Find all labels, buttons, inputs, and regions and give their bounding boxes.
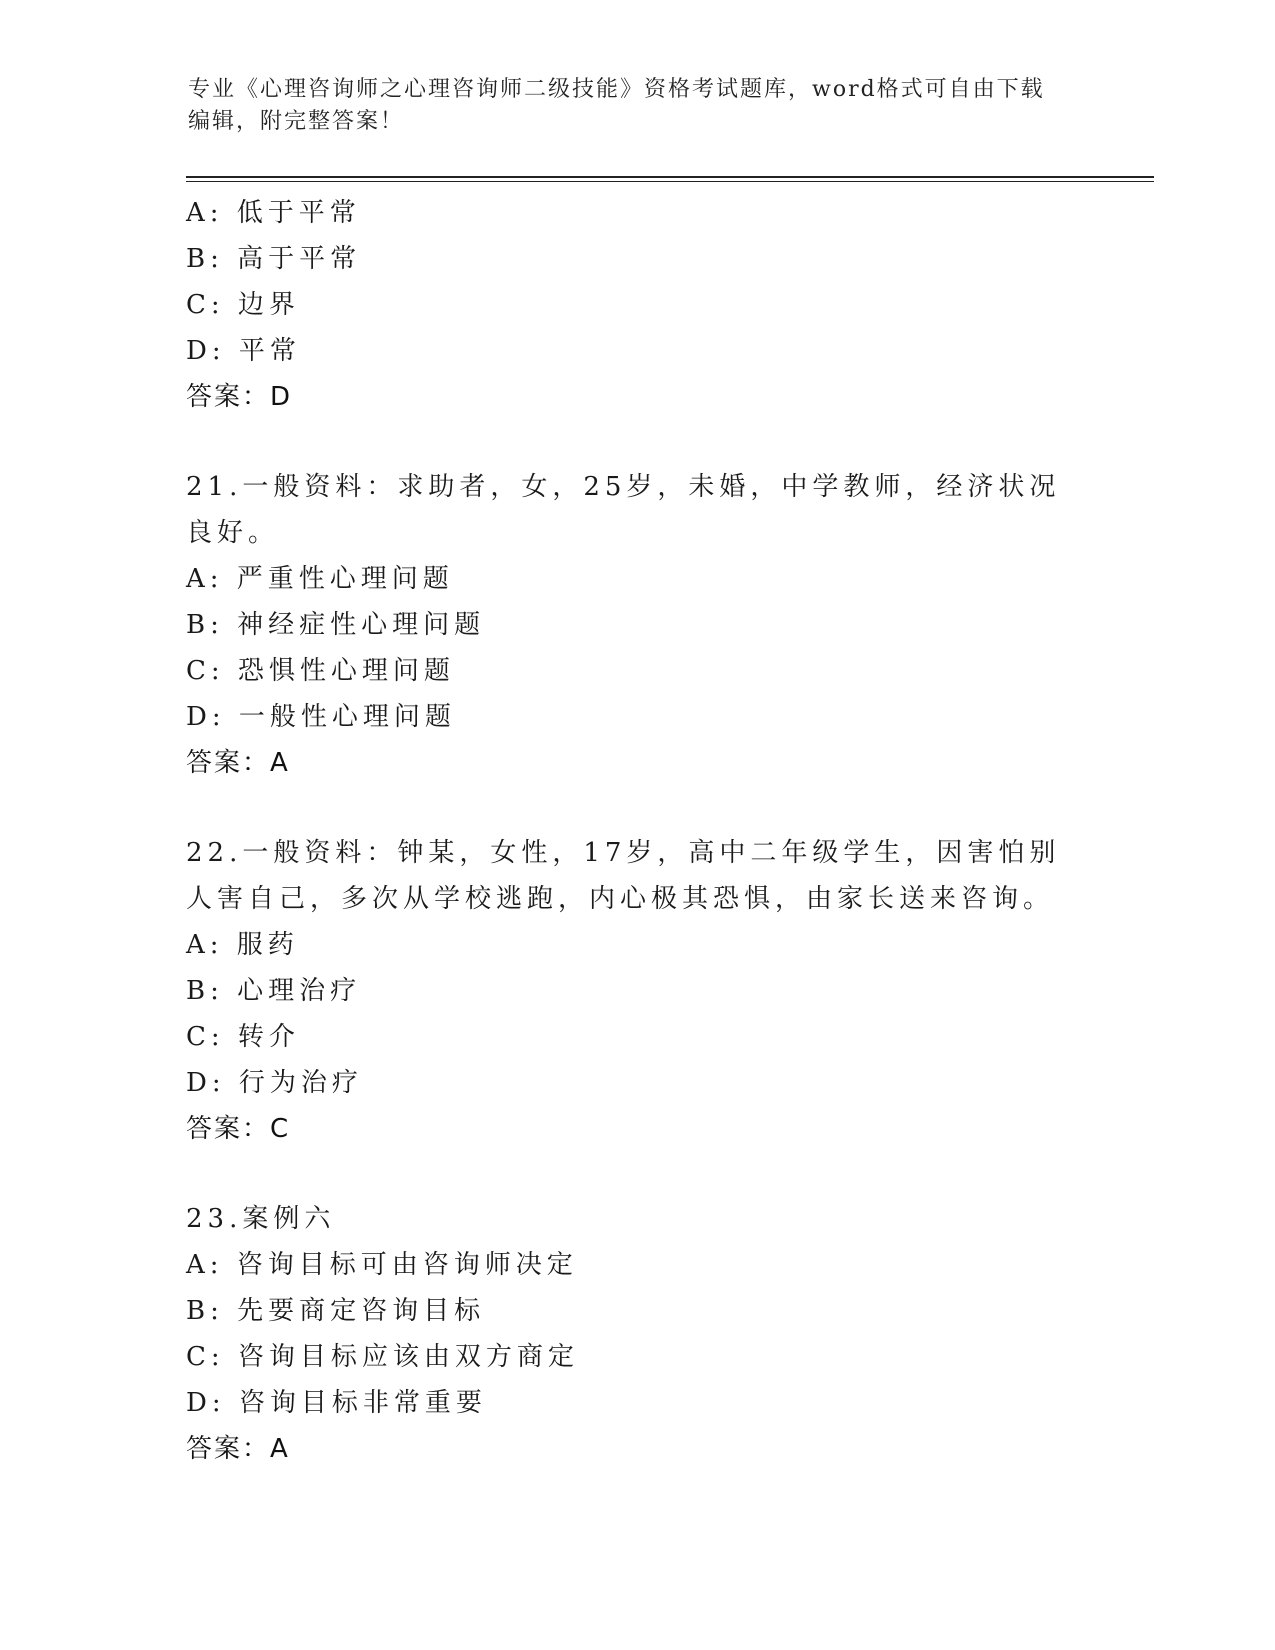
option-d: D: 咨询目标非常重要 bbox=[186, 1388, 487, 1418]
header-line-1: 专业《心理咨询师之心理咨询师二级技能》资格考试题库，word格式可自由下载 bbox=[188, 77, 1045, 102]
option-c: C: 转介 bbox=[186, 1022, 300, 1052]
question-text: 21.一般资料：求助者，女，25岁，未婚，中学教师，经济状况良好。 bbox=[186, 472, 1061, 548]
option-c: C: 咨询目标应该由双方商定 bbox=[186, 1342, 579, 1372]
option-a: A: 低于平常 bbox=[186, 198, 361, 228]
answer-line: 答案：C bbox=[186, 1114, 291, 1144]
question-text: 23.案例六 bbox=[186, 1204, 336, 1234]
question-block-20 bbox=[186, 190, 1086, 420]
document-header bbox=[188, 74, 1068, 138]
question-block-22 bbox=[186, 830, 1086, 1152]
option-d: D: 一般性心理问题 bbox=[186, 702, 456, 732]
option-b: B: 高于平常 bbox=[186, 244, 362, 274]
question-list bbox=[186, 190, 1086, 1516]
answer-line: 答案：A bbox=[186, 748, 290, 778]
option-d: D: 行为治疗 bbox=[186, 1068, 363, 1098]
option-a: A: 服药 bbox=[186, 930, 299, 960]
question-text: 22.一般资料：钟某，女性，17岁，高中二年级学生，因害怕别人害自己，多次从学校逃跑，内心极其恐惧，由家长送来咨询。 bbox=[186, 838, 1061, 914]
header-line-2: 编辑，附完整答案！ bbox=[188, 109, 405, 134]
answer-line: 答案：D bbox=[186, 382, 293, 412]
option-c: C: 恐惧性心理问题 bbox=[186, 656, 455, 686]
option-b: B: 心理治疗 bbox=[186, 976, 362, 1006]
option-c: C: 边界 bbox=[186, 290, 300, 320]
option-a: A: 严重性心理问题 bbox=[186, 564, 454, 594]
option-b: B: 先要商定咨询目标 bbox=[186, 1296, 486, 1326]
header-rule-thick bbox=[186, 176, 1154, 178]
option-b: B: 神经症性心理问题 bbox=[186, 610, 486, 640]
answer-line: 答案：A bbox=[186, 1434, 290, 1464]
header-rule-thin bbox=[186, 181, 1154, 182]
option-d: D: 平常 bbox=[186, 336, 301, 366]
question-block-23 bbox=[186, 1196, 1086, 1472]
option-a: A: 咨询目标可由咨询师决定 bbox=[186, 1250, 578, 1280]
question-block-21 bbox=[186, 464, 1086, 786]
